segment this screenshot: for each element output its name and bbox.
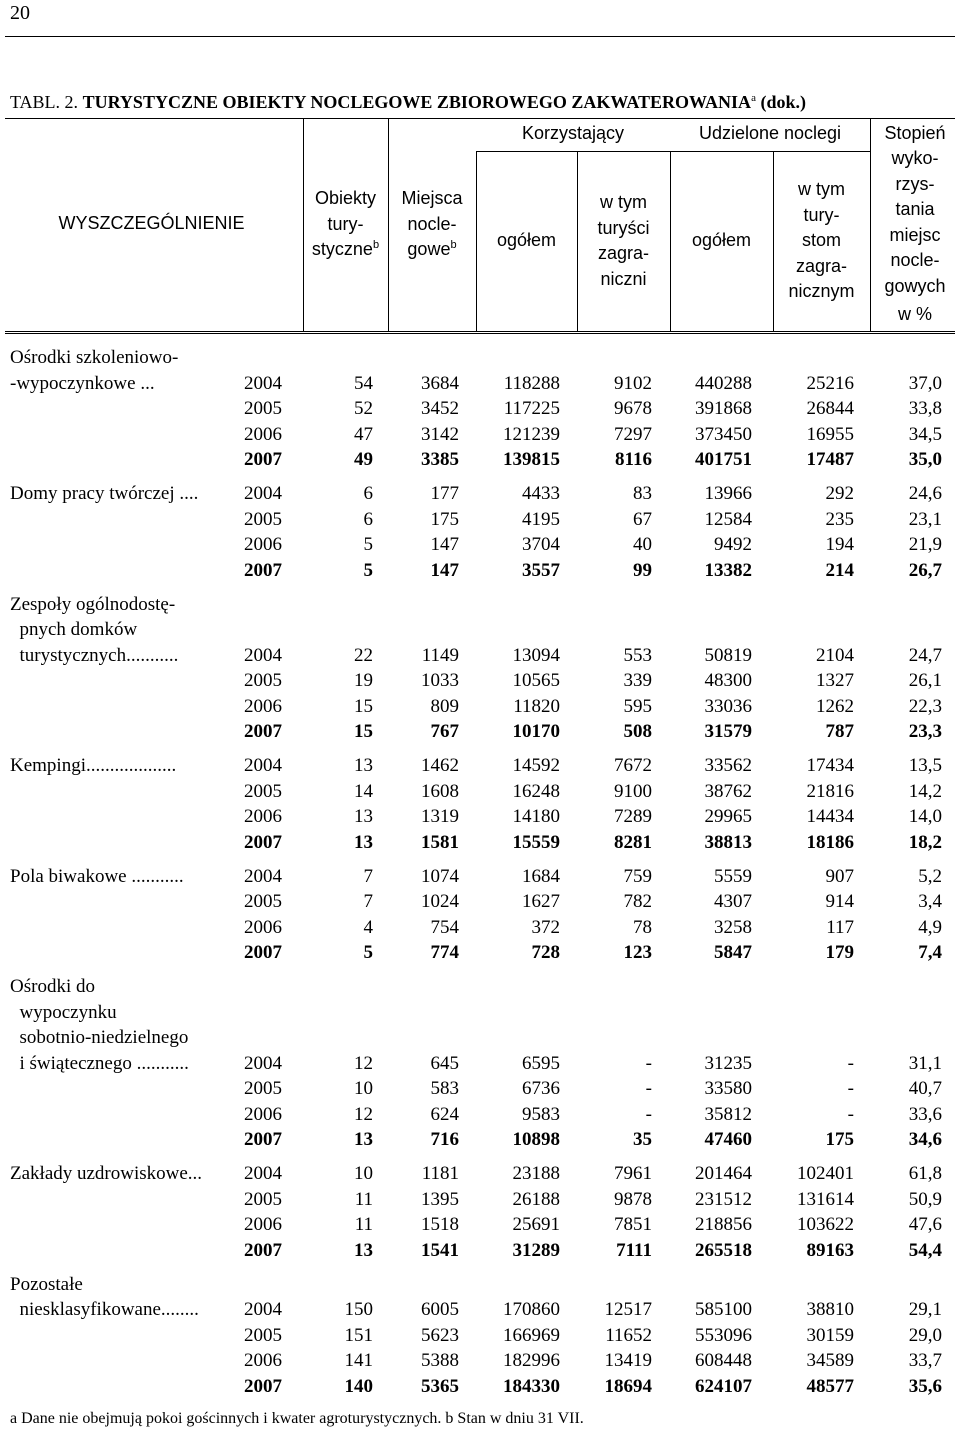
cell-korzystajacy-ogolem: 182996 <box>503 1350 560 1371</box>
cell-turystom-zagranicznym: - <box>847 1078 854 1099</box>
cell-noclegi-ogolem: 4307 <box>714 891 752 912</box>
cell-noclegi-ogolem: 231512 <box>695 1188 752 1210</box>
cell-turysci-zagraniczni: 12517 <box>604 1299 652 1320</box>
cell-korzystajacy-ogolem: 10898 <box>512 1129 560 1150</box>
cell-noclegi-ogolem: 608448 <box>695 1350 752 1371</box>
cell-noclegi-ogolem: 218856 <box>695 1214 752 1235</box>
cell-stopien: 61,8 <box>908 1163 942 1184</box>
cell-korzystajacy-ogolem: 14592 <box>512 755 560 776</box>
cell-stopien: 37,0 <box>908 372 942 394</box>
cell-stopien: 21,9 <box>908 534 942 555</box>
cell-noclegi-ogolem: 624107 <box>695 1375 752 1397</box>
cell-turysci-zagraniczni: 99 <box>633 559 652 581</box>
cell-noclegi-ogolem: 12584 <box>704 508 752 530</box>
row-year: 2006 <box>244 916 282 938</box>
cell-turystom-zagranicznym: 17434 <box>806 755 854 776</box>
cell-korzystajacy-ogolem: 15559 <box>512 831 560 853</box>
cell-miejsca: 147 <box>430 559 459 581</box>
row-year: 2006 <box>244 1103 282 1125</box>
cell-stopien: 4,9 <box>918 916 942 938</box>
cell-turystom-zagranicznym: 292 <box>825 483 854 504</box>
cell-stopien: 22,3 <box>908 695 942 717</box>
row-year: 2005 <box>244 780 282 802</box>
cell-turystom-zagranicznym: 34589 <box>806 1350 854 1371</box>
cell-turysci-zagraniczni: 9100 <box>614 780 652 802</box>
row-year: 2006 <box>244 695 282 717</box>
cell-turysci-zagraniczni: 123 <box>623 942 652 963</box>
cell-korzystajacy-ogolem: 10565 <box>512 670 560 691</box>
cell-turystom-zagranicznym: 787 <box>825 721 854 742</box>
udzielone-header: Udzielone noclegi <box>698 123 842 143</box>
cell-obiekty: 13 <box>354 755 373 776</box>
cell-turysci-zagraniczni: 9102 <box>614 372 652 394</box>
row-year: 2004 <box>244 644 282 666</box>
noclegi-ogolem-header: ogółem <box>691 230 752 250</box>
cell-obiekty: 12 <box>354 1103 373 1125</box>
cell-noclegi-ogolem: 5559 <box>714 865 752 887</box>
cell-turystom-zagranicznym: 48577 <box>806 1375 854 1397</box>
cell-turystom-zagranicznym: 214 <box>825 559 854 581</box>
cell-miejsca: 5365 <box>421 1375 459 1397</box>
cell-stopien: 23,3 <box>908 721 942 742</box>
cell-miejsca: 645 <box>430 1052 459 1074</box>
cell-stopien: 33,7 <box>908 1350 942 1371</box>
cell-noclegi-ogolem: 50819 <box>704 644 752 666</box>
cell-stopien: 24,7 <box>908 644 942 666</box>
row-label: Ośrodki do <box>10 976 95 997</box>
cell-miejsca: 583 <box>430 1078 459 1099</box>
row-year: 2007 <box>244 1375 282 1397</box>
header-top-rule <box>5 118 955 119</box>
cell-korzystajacy-ogolem: 25691 <box>512 1214 560 1235</box>
cell-obiekty: 5 <box>363 559 373 581</box>
cell-obiekty: 141 <box>344 1350 373 1371</box>
cell-miejsca: 754 <box>430 916 459 938</box>
cell-miejsca: 5623 <box>421 1324 459 1346</box>
cell-turysci-zagraniczni: 9878 <box>614 1188 652 1210</box>
cell-obiekty: 150 <box>344 1299 373 1320</box>
cell-noclegi-ogolem: 373450 <box>695 423 752 445</box>
cell-noclegi-ogolem: 5847 <box>714 942 752 963</box>
cell-obiekty: 10 <box>354 1163 373 1184</box>
cell-miejsca: 1074 <box>421 865 459 887</box>
cell-obiekty: 10 <box>354 1078 373 1099</box>
row-label: Zakłady uzdrowiskowe... <box>10 1163 203 1184</box>
cell-noclegi-ogolem: 553096 <box>695 1324 752 1346</box>
cell-obiekty: 6 <box>363 508 373 530</box>
cell-korzystajacy-ogolem: 10170 <box>512 721 560 742</box>
cell-turysci-zagraniczni: 13419 <box>604 1350 652 1371</box>
cell-obiekty: 52 <box>354 398 373 419</box>
cell-turysci-zagraniczni: 7672 <box>614 755 652 776</box>
korzystajacy-ogolem-header: ogółem <box>496 230 557 250</box>
cell-turystom-zagranicznym: 38810 <box>806 1299 854 1320</box>
row-year: 2004 <box>244 1052 282 1074</box>
cell-noclegi-ogolem: 31579 <box>704 721 752 742</box>
cell-obiekty: 15 <box>354 695 373 717</box>
cell-korzystajacy-ogolem: 6736 <box>522 1078 560 1099</box>
cell-korzystajacy-ogolem: 26188 <box>512 1188 560 1210</box>
table-title: TABL. 2. TURYSTYCZNE OBIEKTY NOCLEGOWE ZBIOROWEGO ZAKWATEROWANIA$^a$ (dok.) <box>10 92 806 112</box>
cell-noclegi-ogolem: 265518 <box>695 1239 752 1261</box>
cell-obiekty: 11 <box>354 1188 373 1210</box>
cell-miejsca: 3142 <box>421 423 459 445</box>
cell-turystom-zagranicznym: 102401 <box>797 1163 854 1184</box>
row-year: 2007 <box>244 449 282 470</box>
cell-obiekty: 13 <box>354 1129 373 1150</box>
cell-korzystajacy-ogolem: 118288 <box>503 372 560 394</box>
cell-noclegi-ogolem: 48300 <box>704 670 752 691</box>
cell-turysci-zagraniczni: 9678 <box>614 398 652 419</box>
cell-noclegi-ogolem: 31235 <box>704 1052 752 1074</box>
cell-korzystajacy-ogolem: 16248 <box>512 780 560 802</box>
row-year: 2005 <box>244 1188 282 1210</box>
cell-turysci-zagraniczni: 67 <box>633 508 652 530</box>
cell-turystom-zagranicznym: 14434 <box>806 806 854 827</box>
cell-miejsca: 1581 <box>421 831 459 853</box>
row-year: 2007 <box>244 942 282 963</box>
cell-obiekty: 13 <box>354 1239 373 1261</box>
cell-stopien: 7,4 <box>918 942 942 963</box>
cell-korzystajacy-ogolem: 372 <box>531 916 560 938</box>
cell-obiekty: 13 <box>354 831 373 853</box>
cell-turystom-zagranicznym: 131614 <box>797 1188 854 1210</box>
cell-turysci-zagraniczni: 7851 <box>614 1214 652 1235</box>
cell-miejsca: 1149 <box>421 644 459 666</box>
cell-turysci-zagraniczni: - <box>645 1078 652 1099</box>
cell-miejsca: 5388 <box>421 1350 459 1371</box>
cell-miejsca: 3452 <box>421 398 459 419</box>
row-year: 2007 <box>244 1239 282 1261</box>
cell-miejsca: 1518 <box>421 1214 459 1235</box>
cell-turystom-zagranicznym: - <box>847 1052 854 1074</box>
cell-noclegi-ogolem: 391868 <box>695 398 752 419</box>
cell-turystom-zagranicznym: - <box>847 1103 854 1125</box>
cell-stopien: 47,6 <box>908 1214 942 1235</box>
cell-korzystajacy-ogolem: 121239 <box>503 423 560 445</box>
cell-korzystajacy-ogolem: 728 <box>531 942 560 963</box>
cell-korzystajacy-ogolem: 4433 <box>522 483 560 504</box>
cell-stopien: 26,7 <box>908 559 942 581</box>
cell-turysci-zagraniczni: 78 <box>633 916 652 938</box>
cell-korzystajacy-ogolem: 11820 <box>513 695 560 717</box>
cell-obiekty: 13 <box>354 806 373 827</box>
cell-turysci-zagraniczni: 782 <box>623 891 652 912</box>
cell-obiekty: 151 <box>344 1324 373 1346</box>
cell-stopien: 5,2 <box>918 865 942 887</box>
cell-noclegi-ogolem: 440288 <box>695 372 752 394</box>
cell-obiekty: 54 <box>354 372 373 394</box>
cell-obiekty: 6 <box>363 483 373 504</box>
cell-miejsca: 1024 <box>421 891 459 912</box>
cell-noclegi-ogolem: 33036 <box>704 695 752 717</box>
cell-turysci-zagraniczni: 8116 <box>615 449 652 470</box>
row-label: Kempingi................... <box>10 755 177 776</box>
cell-miejsca: 1462 <box>421 755 459 776</box>
cell-obiekty: 5 <box>363 942 373 963</box>
cell-miejsca: 1181 <box>421 1163 459 1184</box>
row-label: Ośrodki szkoleniowo- <box>10 347 179 368</box>
turystom-zagranicznym-header: w tym tury- stom zagra- nicznym <box>788 179 855 301</box>
cell-noclegi-ogolem: 9492 <box>714 534 752 555</box>
cell-obiekty: 11 <box>354 1214 373 1235</box>
cell-miejsca: 177 <box>430 483 459 504</box>
cell-turystom-zagranicznym: 18186 <box>806 831 854 853</box>
cell-turysci-zagraniczni: 553 <box>623 644 652 666</box>
cell-obiekty: 4 <box>363 916 373 938</box>
cell-miejsca: 175 <box>430 508 459 530</box>
cell-turysci-zagraniczni: 339 <box>623 670 652 691</box>
cell-miejsca: 774 <box>430 942 459 963</box>
cell-turysci-zagraniczni: 83 <box>633 483 652 504</box>
cell-stopien: 35,0 <box>908 449 942 470</box>
cell-turysci-zagraniczni: 508 <box>623 721 652 742</box>
cell-miejsca: 3684 <box>421 372 459 394</box>
cell-turysci-zagraniczni: - <box>645 1103 652 1125</box>
cell-turysci-zagraniczni: 7289 <box>614 806 652 827</box>
cell-miejsca: 6005 <box>421 1299 459 1320</box>
row-label: turystycznych........... <box>10 644 179 666</box>
row-year: 2007 <box>244 559 282 581</box>
cell-stopien: 50,9 <box>908 1188 942 1210</box>
cell-noclegi-ogolem: 35812 <box>704 1103 752 1125</box>
cell-turysci-zagraniczni: 18694 <box>604 1375 652 1397</box>
cell-obiekty: 7 <box>363 891 373 912</box>
cell-miejsca: 1033 <box>421 670 459 691</box>
cell-turystom-zagranicznym: 17487 <box>806 449 854 470</box>
cell-obiekty: 49 <box>354 449 373 470</box>
row-year: 2006 <box>244 806 282 827</box>
cell-stopien: 14,0 <box>908 806 942 827</box>
cell-stopien: 40,7 <box>908 1078 942 1099</box>
stopien-header: Stopień <box>884 123 946 143</box>
group-header-rule <box>476 151 870 152</box>
cell-korzystajacy-ogolem: 23188 <box>512 1163 560 1184</box>
row-year: 2006 <box>244 1214 282 1235</box>
cell-turysci-zagraniczni: 7961 <box>614 1163 652 1184</box>
cell-noclegi-ogolem: 585100 <box>695 1299 752 1320</box>
korzystajacy-header: Korzystający <box>521 123 625 143</box>
cell-korzystajacy-ogolem: 14180 <box>512 806 560 827</box>
obiekty-header: Obiekty tury- styczne$^b$ <box>311 188 380 259</box>
row-year: 2006 <box>244 1350 282 1371</box>
cell-obiekty: 15 <box>354 721 373 742</box>
row-year: 2004 <box>244 483 282 504</box>
row-year: 2007 <box>244 1129 282 1150</box>
cell-noclegi-ogolem: 33562 <box>704 755 752 776</box>
row-year: 2005 <box>244 1078 282 1099</box>
cell-stopien: 24,6 <box>908 483 942 504</box>
cell-turystom-zagranicznym: 103622 <box>797 1214 854 1235</box>
cell-miejsca: 767 <box>430 721 459 742</box>
header-bottom-rule <box>5 331 955 334</box>
cell-obiekty: 14 <box>354 780 373 802</box>
row-year: 2005 <box>244 1324 282 1346</box>
row-label: -wypoczynkowe ... <box>10 372 155 394</box>
cell-miejsca: 1319 <box>421 806 459 827</box>
stopien-detail-header: wyko- rzys- tania miejsc nocle- gowych w % <box>884 148 946 324</box>
row-label: i świątecznego ........... <box>10 1052 189 1074</box>
cell-noclegi-ogolem: 33580 <box>704 1078 752 1099</box>
cell-noclegi-ogolem: 13382 <box>704 559 752 581</box>
row-year: 2007 <box>244 831 282 853</box>
row-label: Pola biwakowe ........... <box>10 865 184 887</box>
cell-korzystajacy-ogolem: 1627 <box>522 891 560 912</box>
cell-turystom-zagranicznym: 26844 <box>806 398 854 419</box>
cell-korzystajacy-ogolem: 9583 <box>522 1103 560 1125</box>
cell-stopien: 3,4 <box>918 891 942 912</box>
row-label: niesklasyfikowane........ <box>10 1299 199 1320</box>
row-label: Pozostałe <box>10 1273 83 1295</box>
cell-stopien: 33,6 <box>908 1103 942 1125</box>
cell-turystom-zagranicznym: 21816 <box>806 780 854 802</box>
cell-stopien: 29,1 <box>908 1299 942 1320</box>
row-label: pnych domków <box>10 619 138 640</box>
row-year: 2005 <box>244 670 282 691</box>
cell-stopien: 18,2 <box>908 831 942 853</box>
cell-stopien: 33,8 <box>908 398 942 419</box>
cell-miejsca: 809 <box>430 695 459 717</box>
turysci-zagraniczni-header: w tym turyści zagra- niczni <box>597 192 650 289</box>
row-label: Zespoły ogólnodostę- <box>10 593 176 615</box>
row-label: wypoczynku <box>10 1001 117 1023</box>
cell-korzystajacy-ogolem: 139815 <box>503 449 560 470</box>
row-year: 2005 <box>244 398 282 419</box>
page-number: 20 <box>10 2 30 24</box>
cell-turystom-zagranicznym: 25216 <box>806 372 854 394</box>
cell-obiekty: 22 <box>354 644 373 666</box>
cell-turysci-zagraniczni: 595 <box>623 695 652 717</box>
cell-turystom-zagranicznym: 1262 <box>816 695 854 717</box>
cell-korzystajacy-ogolem: 117225 <box>503 398 560 419</box>
cell-stopien: 34,6 <box>908 1129 942 1150</box>
cell-korzystajacy-ogolem: 6595 <box>522 1052 560 1074</box>
cell-korzystajacy-ogolem: 13094 <box>512 644 560 666</box>
cell-turystom-zagranicznym: 30159 <box>806 1324 854 1346</box>
cell-stopien: 14,2 <box>908 780 942 802</box>
cell-korzystajacy-ogolem: 3704 <box>522 534 560 555</box>
cell-obiekty: 47 <box>354 423 373 445</box>
cell-korzystajacy-ogolem: 184330 <box>503 1375 560 1397</box>
row-year: 2005 <box>244 891 282 912</box>
cell-miejsca: 3385 <box>421 449 459 470</box>
row-year: 2004 <box>244 865 282 887</box>
row-year: 2005 <box>244 508 282 530</box>
cell-miejsca: 1608 <box>421 780 459 802</box>
row-year: 2006 <box>244 534 282 555</box>
cell-noclegi-ogolem: 201464 <box>695 1163 752 1184</box>
cell-turystom-zagranicznym: 175 <box>825 1129 854 1150</box>
row-label: sobotnio-niedzielnego <box>10 1027 189 1048</box>
cell-stopien: 31,1 <box>908 1052 942 1074</box>
row-year: 2006 <box>244 423 282 445</box>
cell-turysci-zagraniczni: 35 <box>633 1129 652 1150</box>
cell-korzystajacy-ogolem: 170860 <box>503 1299 560 1320</box>
footnote: a Dane nie obejmują pokoi gościnnych i kwater agroturystycznych. b Stan w dniu 31 VII. <box>10 1410 584 1427</box>
cell-miejsca: 1395 <box>421 1188 459 1210</box>
stub-header: WYSZCZEGÓLNIENIE <box>58 213 245 233</box>
cell-stopien: 23,1 <box>908 508 942 530</box>
cell-korzystajacy-ogolem: 31289 <box>512 1239 560 1261</box>
row-year: 2004 <box>244 755 282 776</box>
cell-noclegi-ogolem: 13966 <box>704 483 752 504</box>
cell-turysci-zagraniczni: - <box>645 1052 652 1074</box>
cell-miejsca: 147 <box>430 534 459 555</box>
cell-obiekty: 5 <box>363 534 373 555</box>
row-label: Domy pracy twórczej .... <box>10 483 199 504</box>
row-year: 2004 <box>244 372 282 394</box>
cell-korzystajacy-ogolem: 166969 <box>503 1324 560 1346</box>
cell-stopien: 54,4 <box>908 1239 942 1261</box>
cell-noclegi-ogolem: 38762 <box>704 780 752 802</box>
cell-obiekty: 7 <box>363 865 373 887</box>
cell-noclegi-ogolem: 3258 <box>714 916 752 938</box>
miejsca-header: Miejsca nocle- gowe$^b$ <box>401 188 463 259</box>
cell-obiekty: 12 <box>354 1052 373 1074</box>
cell-turystom-zagranicznym: 89163 <box>806 1239 854 1261</box>
cell-stopien: 26,1 <box>908 670 942 691</box>
cell-turystom-zagranicznym: 179 <box>825 942 854 963</box>
cell-stopien: 34,5 <box>908 423 942 445</box>
cell-miejsca: 716 <box>430 1129 459 1150</box>
cell-stopien: 13,5 <box>908 755 942 776</box>
cell-noclegi-ogolem: 29965 <box>704 806 752 827</box>
cell-noclegi-ogolem: 38813 <box>704 831 752 853</box>
cell-turysci-zagraniczni: 7111 <box>616 1239 652 1261</box>
cell-turystom-zagranicznym: 914 <box>825 891 854 912</box>
cell-stopien: 29,0 <box>908 1324 942 1346</box>
cell-stopien: 35,6 <box>908 1375 942 1397</box>
cell-turystom-zagranicznym: 16955 <box>806 423 854 445</box>
cell-turysci-zagraniczni: 759 <box>623 865 652 887</box>
cell-turystom-zagranicznym: 194 <box>825 534 854 555</box>
top-rule <box>5 36 955 37</box>
cell-turystom-zagranicznym: 117 <box>826 916 854 938</box>
cell-turysci-zagraniczni: 11652 <box>605 1324 652 1346</box>
cell-korzystajacy-ogolem: 4195 <box>522 508 560 530</box>
row-year: 2004 <box>244 1299 282 1320</box>
cell-turystom-zagranicznym: 1327 <box>816 670 854 691</box>
cell-turysci-zagraniczni: 8281 <box>614 831 652 853</box>
cell-noclegi-ogolem: 47460 <box>704 1129 752 1150</box>
cell-turystom-zagranicznym: 907 <box>825 865 854 887</box>
cell-turysci-zagraniczni: 7297 <box>614 423 652 445</box>
cell-turysci-zagraniczni: 40 <box>633 534 652 555</box>
cell-obiekty: 140 <box>344 1375 373 1397</box>
cell-korzystajacy-ogolem: 3557 <box>522 559 560 581</box>
cell-noclegi-ogolem: 401751 <box>695 449 752 470</box>
row-year: 2007 <box>244 721 282 742</box>
cell-miejsca: 1541 <box>421 1239 459 1261</box>
cell-miejsca: 624 <box>430 1103 459 1125</box>
cell-turystom-zagranicznym: 235 <box>825 508 854 530</box>
cell-korzystajacy-ogolem: 1684 <box>522 865 560 887</box>
cell-turystom-zagranicznym: 2104 <box>816 644 854 666</box>
row-year: 2004 <box>244 1163 282 1184</box>
cell-obiekty: 19 <box>354 670 373 691</box>
